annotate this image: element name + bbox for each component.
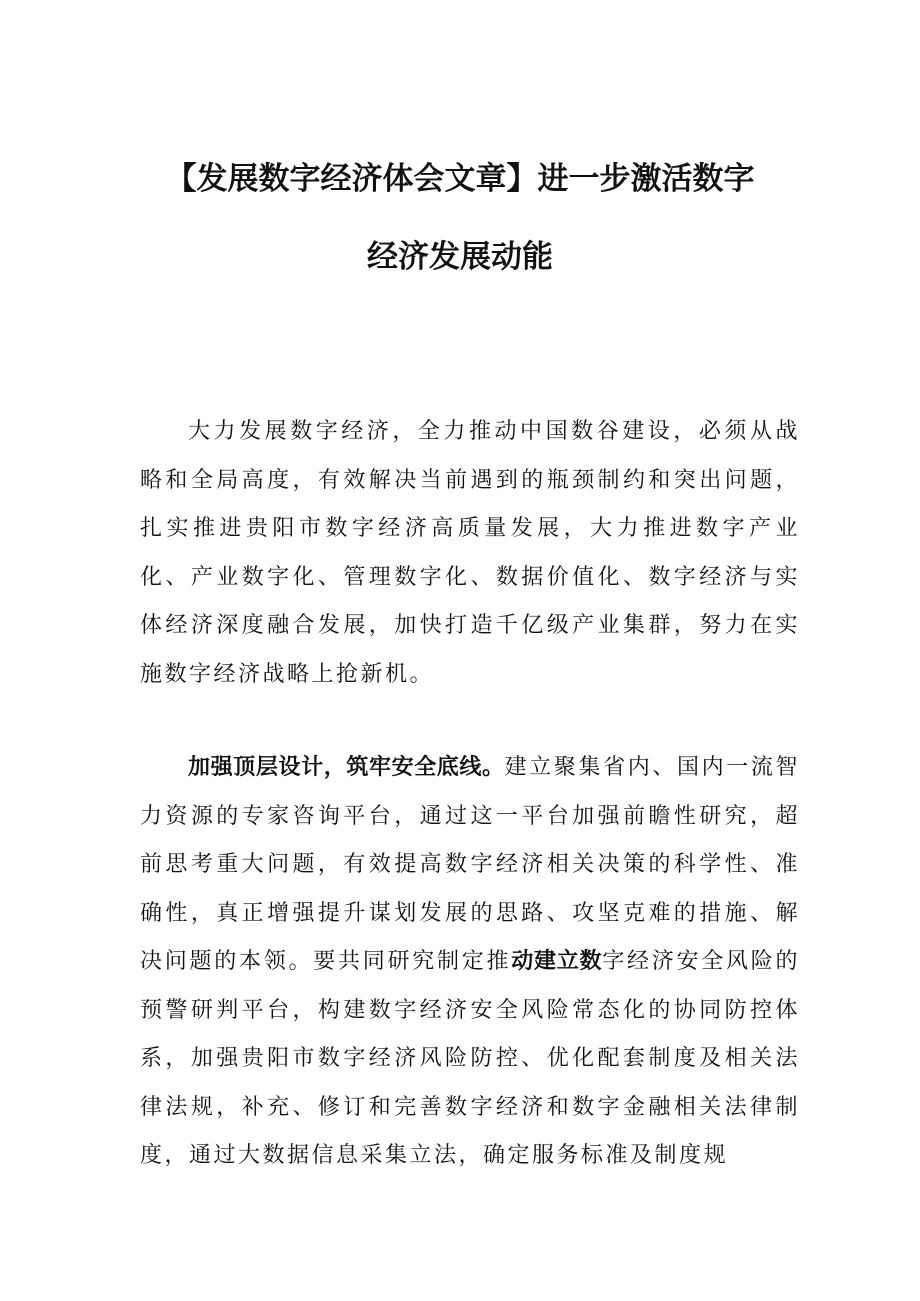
- paragraph-heading: 加强顶层设计，筑牢安全底线。: [188, 755, 505, 780]
- document-title-line-1: 【发展数字经济体会文章】进一步激活数字: [165, 161, 755, 197]
- document-title-line-2: 经济发展动能: [367, 239, 553, 275]
- bold-inline-run: 动建立数: [511, 949, 603, 974]
- body-paragraph-1: 大力发展数字经济，全力推动中国数谷建设，必须从战略和全局高度，有效解决当前遇到的瓶颈制约和突出问题，扎实推进贵阳市数字经济高质量发展，大力推进数字产业化、产业数字化、管理数字化、数据价值化、数字经济与实体经济深度融合发展，加快打造千亿级产业集群，努力在实施数字经济战略上抢新机。: [140, 419, 800, 687]
- body-paragraph-2: [140, 744, 800, 1181]
- paragraph-text-part-a: 建立聚集省内、国内一流智力资源的专家咨询平台，通过这一平台加强前瞻性研究，超前思考重大问题，有效提高数字经济相关决策的科学性、准确性，真正增强提升谋划发展的思路、攻坚克难的措施、解决问题的本领。要共同研究制定推: [140, 755, 800, 974]
- paragraph-text-part-b: 字经济安全风险的预警研判平台，构建数字经济安全风险常态化的协同防控体系，加强贵阳市数字经济风险防控、优化配套制度及相关法律法规，补充、修订和完善数字经济和数字金融相关法律制度，通过大数据信息采集立法，确定服务标准及制度规: [140, 949, 800, 1168]
